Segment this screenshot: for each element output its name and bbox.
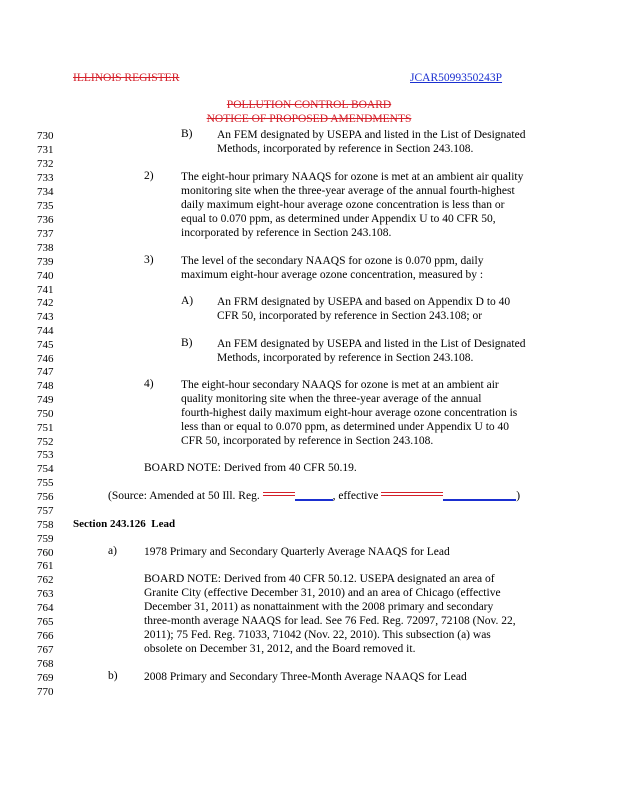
text-line: equal to 0.070 ppm, as determined under Appendix U to 40 CFR 50, [181,213,496,225]
line-number: 761 [37,560,54,572]
line-number: 753 [37,449,54,461]
subsection-heading: 1978 Primary and Secondary Quarterly Average NAAQS for Lead [144,546,450,558]
item-label: b) [108,670,118,682]
text-line: The eight-hour primary NAAQS for ozone is met at an ambient air quality [181,171,524,183]
text-line: obsolete on December 31, 2012, and the Board removed it. [144,643,416,655]
line-number: 766 [37,630,54,642]
line-number: 732 [37,158,54,170]
line-number: 731 [37,144,54,156]
line-number: 754 [37,463,54,475]
text-line: Methods, incorporated by reference in Section 243.108. [217,143,474,155]
text-line: three-month average NAAQS for lead. See 76 Fed. Reg. 72097, 72108 (Nov. 22, [144,615,516,627]
text-line: fourth-highest daily maximum eight-hour average ozone concentration is [181,407,518,419]
line-number: 746 [37,353,54,365]
line-number: 764 [37,602,54,614]
text-line: An FEM designated by USEPA and listed in the List of Designated [217,338,526,350]
line-number: 769 [37,672,54,684]
line-number: 747 [37,366,54,378]
line-number: 741 [37,284,54,296]
blank-effective-date [381,490,516,499]
line-number: 755 [37,477,54,489]
line-number: 757 [37,505,54,517]
line-number: 742 [37,297,54,309]
item-label: B) [181,128,193,140]
item-label: 4) [144,378,154,390]
text-line: daily maximum eight-hour average ozone concentration is less than or [181,199,505,211]
text-line: December 31, 2011) as nonattainment with the 2008 primary and secondary [144,601,494,613]
text-line: CFR 50, incorporated by reference in Section 243.108; or [217,310,483,322]
blank-reg-page [263,490,333,499]
line-number: 765 [37,616,54,628]
item-label: a) [108,545,117,557]
line-number: 745 [37,339,54,351]
text-line: incorporated by reference in Section 243.108. [181,227,392,239]
source-suffix: ) [516,490,521,502]
register-header: ILLINOIS REGISTER [73,72,180,84]
line-number: 735 [37,200,54,212]
line-number: 739 [37,256,54,268]
text-line: Methods, incorporated by reference in Section 243.108. [217,352,474,364]
source-middle: , effective [332,490,382,502]
line-number: 768 [37,658,54,670]
line-number: 734 [37,186,54,198]
line-number: 760 [37,547,54,559]
line-number: 767 [37,644,54,656]
item-label: A) [181,295,194,307]
text-line: BOARD NOTE: Derived from 40 CFR 50.12. USEPA designated an area of [144,573,495,585]
line-number: 750 [37,408,54,420]
line-number: 752 [37,436,54,448]
line-number: 730 [37,130,54,142]
text-line: monitoring site when the three-year average of the annual fourth-highest [181,185,515,197]
text-line: quality monitoring site when the three-year average of the annual [181,393,482,405]
line-number: 748 [37,380,54,392]
item-label: B) [181,337,193,349]
line-number: 763 [37,588,54,600]
text-line: Granite City (effective December 31, 2010) and an area of Chicago (effective [144,587,501,599]
line-number: 740 [37,270,54,282]
text-line: An FEM designated by USEPA and listed in the List of Designated [217,129,526,141]
item-label: 2) [144,170,154,182]
line-number: 749 [37,394,54,406]
line-number: 759 [37,533,54,545]
line-number: 756 [37,491,54,503]
line-number: 737 [37,228,54,240]
section-number: Section 243.126 [73,518,146,530]
line-number: 743 [37,311,54,323]
item-label: 3) [144,254,154,266]
line-number: 758 [37,519,54,531]
section-title: Lead [151,518,176,530]
text-line: The level of the secondary NAAQS for ozone is 0.070 ppm, daily [181,255,484,267]
board-title: POLLUTION CONTROL BOARD [226,99,392,111]
text-line: less than or equal to 0.070 ppm, as determined under Appendix U to 40 [181,421,510,433]
notice-title: NOTICE OF PROPOSED AMENDMENTS [206,113,412,125]
line-number: 744 [37,325,54,337]
line-number: 733 [37,172,54,184]
text-line: An FRM designated by USEPA and based on Appendix D to 40 [217,296,511,308]
text-line: maximum eight-hour average ozone concentration, measured by : [181,269,484,281]
line-number: 751 [37,422,54,434]
subsection-heading: 2008 Primary and Secondary Three-Month Average NAAQS for Lead [144,671,467,683]
jcar-id: JCAR5099350243P [410,72,503,84]
text-line: 2011); 75 Fed. Reg. 71033, 71042 (Nov. 22, 2010). This subsection (a) was [144,629,491,641]
source-note [108,489,520,503]
line-number: 736 [37,214,54,226]
text-line: CFR 50, incorporated by reference in Section 243.108. [181,435,434,447]
line-number: 770 [37,686,54,698]
text-line: The eight-hour secondary NAAQS for ozone is met at an ambient air [181,379,499,391]
board-note: BOARD NOTE: Derived from 40 CFR 50.19. [144,462,357,474]
source-prefix: (Source: Amended at 50 Ill. Reg. [108,490,263,502]
line-number: 738 [37,242,54,254]
line-number: 762 [37,574,54,586]
section-heading [73,517,175,531]
